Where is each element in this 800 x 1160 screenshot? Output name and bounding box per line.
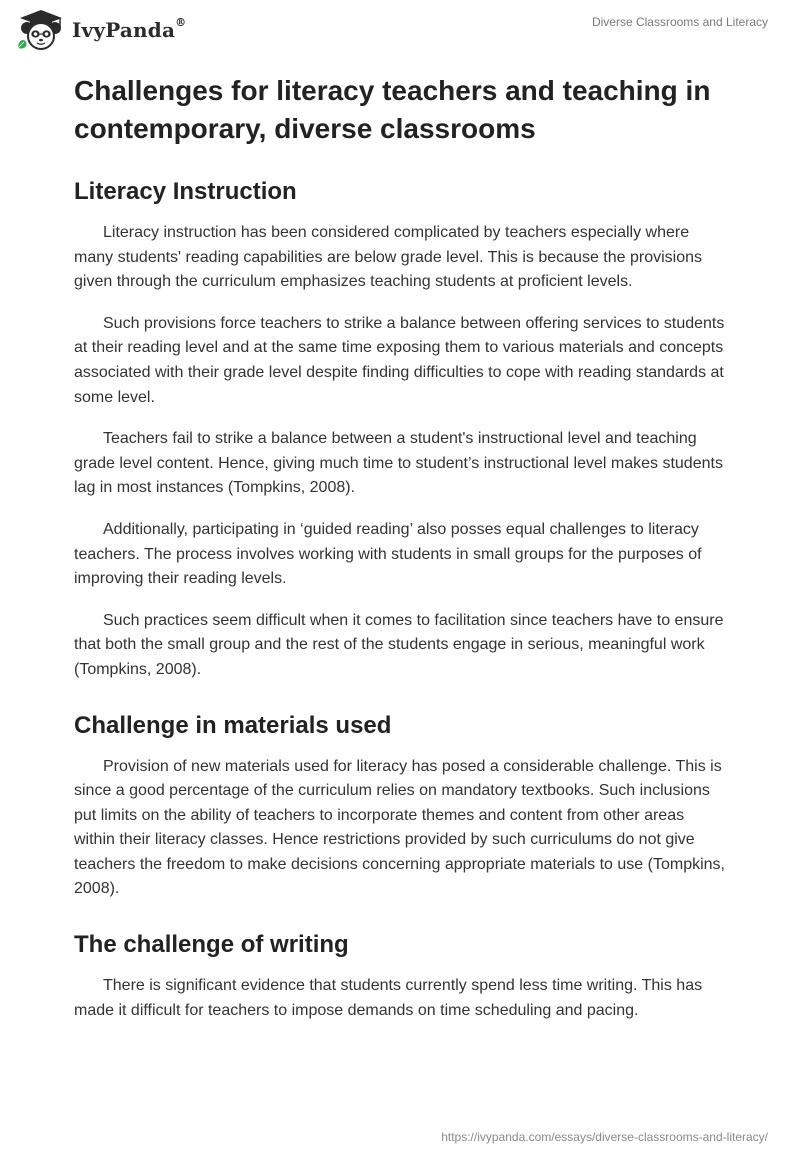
paragraph: Additionally, participating in ‘guided reading’ also posses equal challenges to literacy teachers. The process involves working with students in small groups for the purposes of improving their reading levels.	[74, 520, 702, 588]
paragraph: Literacy instruction has been considered complicated by teachers especially where many students' reading capabilities are below grade level. This is because the provisions given through the curriculum emphasizes teaching students at proficient levels.	[74, 224, 702, 291]
ivypanda-logo[interactable]	[16, 8, 186, 52]
source-url-link[interactable]: https://ivypanda.com/essays/diverse-classrooms-and-literacy/	[441, 1130, 768, 1144]
paragraph: There is significant evidence that students currently spend less time writing. This has made it difficult for teachers to impose demands on time scheduling and pacing.	[74, 977, 703, 1019]
running-title: Diverse Classrooms and Literacy	[591, 15, 768, 29]
article	[74, 72, 726, 1023]
page-header	[0, 0, 800, 64]
section-heading: The challenge of writing	[74, 931, 349, 959]
paragraph: Such provisions force teachers to strike a balance between offering services to students at their reading level and at the same time exposing them to various materials and concepts associated with their grade level despite finding difficulties to cope with reading standards at some level.	[74, 314, 725, 406]
panda-graduate-logo-icon	[16, 8, 66, 52]
section-heading: Challenge in materials used	[74, 711, 392, 739]
section-heading: Literacy Instruction	[74, 178, 297, 205]
article-title: Challenges for literacy teachers and teaching in contemporary, diverse classrooms	[74, 75, 711, 144]
paragraph: Teachers fail to strike a balance between a student's instructional level and teaching grade level content. Hence, giving much time to student’s instructional level makes students lag in most instances (Tompkins, 2008).	[74, 430, 723, 497]
paragraph: Provision of new materials used for literacy has posed a considerable challenge. This is since a good percentage of the curriculum relies on mandatory textbooks. Such inclusions put limits on the ability of teachers to incorporate themes and content from other areas within their literacy classes. Hence restrictions provided by such curriculums do not give teachers the freedom to make decisions concerning appropriate materials to use (Tompkins, 2008).	[74, 757, 725, 898]
brand-name: IvyPanda®	[72, 16, 187, 42]
paragraph: Such practices seem difficult when it comes to facilitation since teachers have to ensure that both the small group and the rest of the students engage in serious, meaningful work (Tompkins, 2008).	[74, 611, 724, 678]
